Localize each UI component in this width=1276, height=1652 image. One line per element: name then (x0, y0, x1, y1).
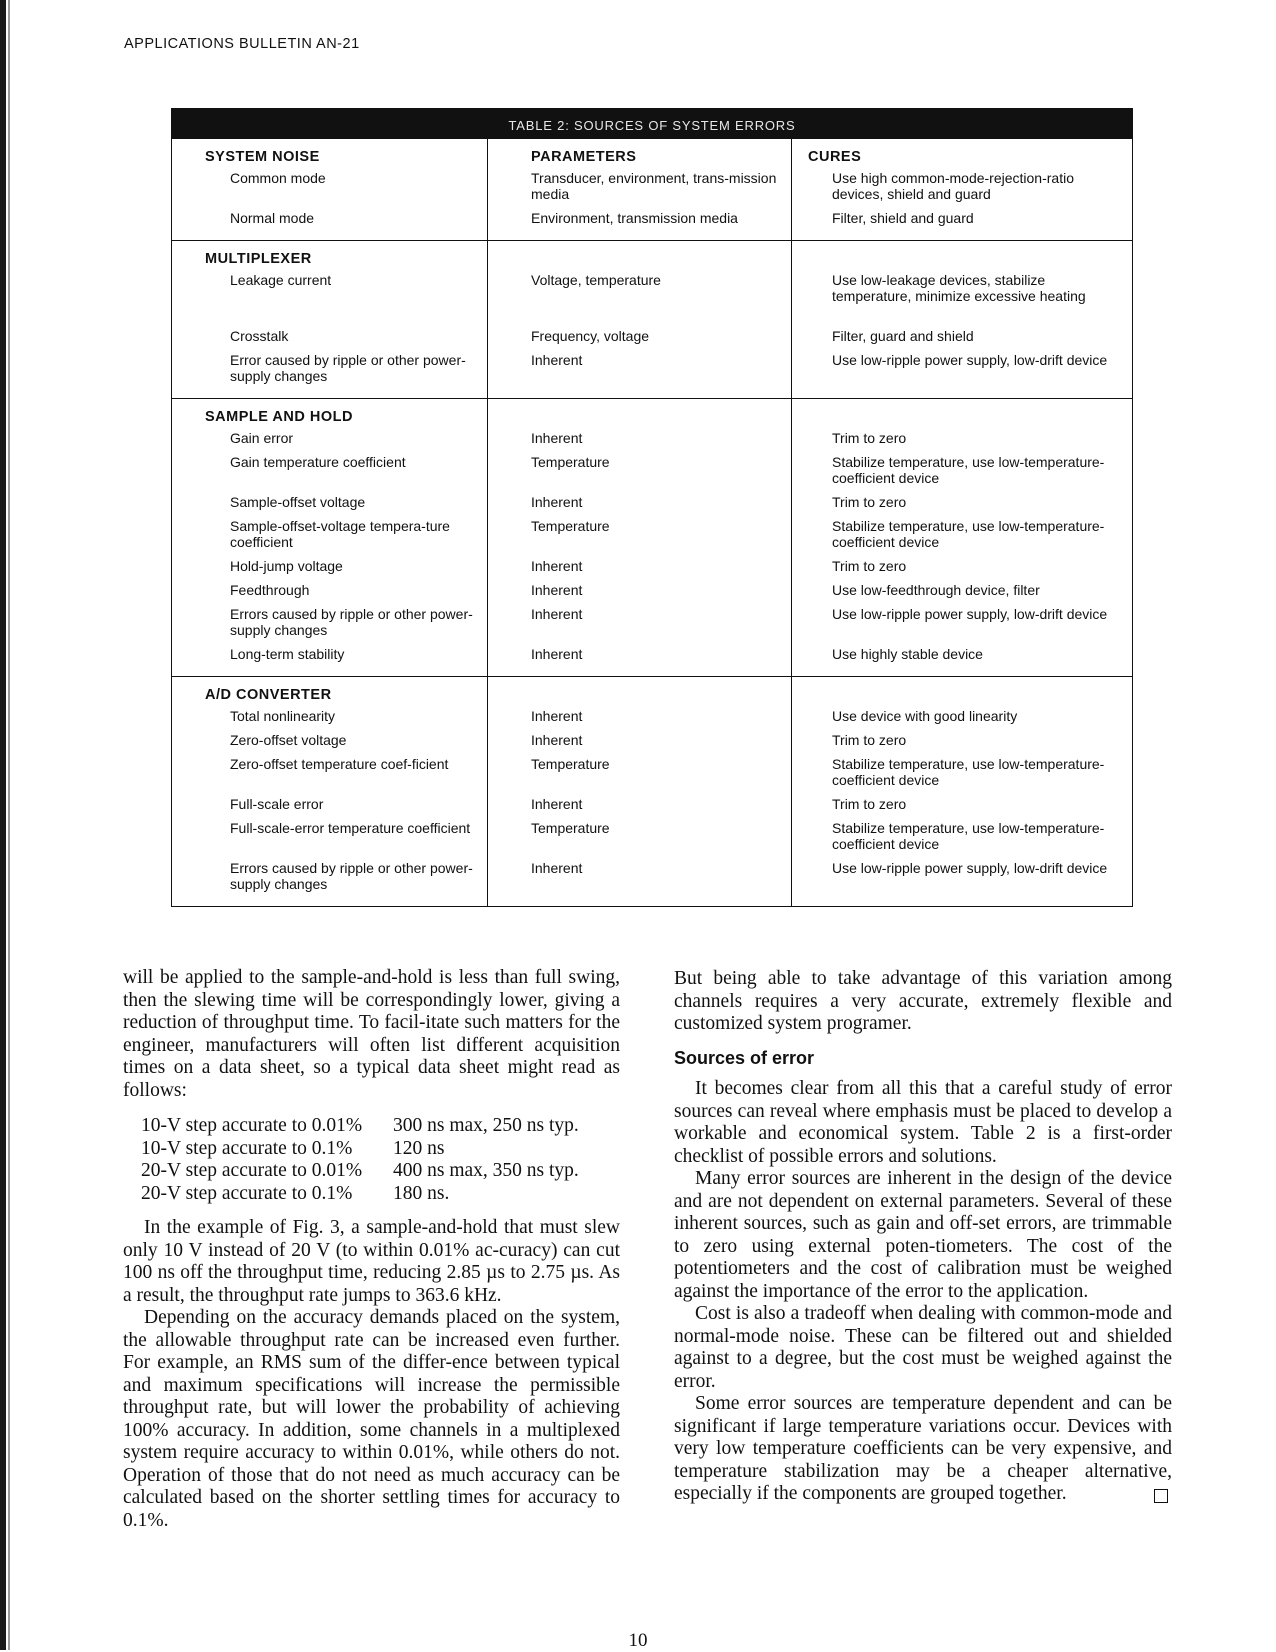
running-head: APPLICATIONS BULLETIN AN-21 (124, 36, 360, 52)
parameters-cell: Frequency, voltage (531, 328, 650, 344)
error-source-cell: Zero-offset voltage (230, 732, 347, 748)
cure-cell: Trim to zero (832, 558, 907, 574)
cure-cell: Stabilize temperature, use low-temperature-coefficient device (832, 820, 1105, 852)
cure-cell: Use high common-mode-rejection-ratio devices, shield and guard (832, 170, 1074, 202)
section-heading-spacer (792, 683, 1132, 708)
parameters-cell: Inherent (531, 352, 583, 368)
cure-cell: Use low-leakage devices, stabilize temperature, minimize excessive heating (832, 272, 1086, 304)
paragraph: Depending on the accuracy demands placed on the system, the allowable throughput rate can be increased even further. For example, an RMS sum of the differ-ence between typical and maximum specifications will increase the permissible throughput rate, but will lower the probability of achieving 100% accuracy. In addition, some channels in a multiplexed system require accuracy to within 0.01%, while others do not. Operation of those that do not need as much accuracy can be calculated based on the shorter settling times for accuracy to 0.1%. (123, 1307, 620, 1531)
spec-step: 20-V step accurate to 0.1% (141, 1182, 353, 1204)
error-source-cell: Leakage current (230, 272, 332, 288)
table-column-source (172, 399, 487, 676)
section-heading-spacer (488, 247, 791, 272)
cure-cell: Trim to zero (832, 494, 907, 510)
parameters-cell: Environment, transmission media (531, 210, 738, 226)
error-source-cell: Normal mode (230, 210, 315, 226)
column-header-parameters: PARAMETERS (531, 149, 637, 165)
cure-cell: Trim to zero (832, 430, 907, 446)
paragraph: Cost is also a tradeoff when dealing with common-mode and normal-mode noise. These can be filtered out and shielded against to a degree, but the cost must be weighed against the error. (674, 1303, 1172, 1392)
error-source-cell: Gain temperature coefficient (230, 454, 406, 470)
paragraph-text: Some error sources are temperature dependent and can be significant if large temperature variations occur. Devices with very low temperature coefficients can be very expensive, and temperature stabilization may be a cheaper alternative, especially if the components are grouped together. (674, 1393, 1172, 1504)
parameters-cell: Temperature (531, 756, 610, 772)
section-heading: Sources of error (674, 1047, 815, 1068)
error-source-cell: Hold-jump voltage (230, 558, 343, 574)
parameters-cell: Temperature (531, 518, 610, 534)
table-title: TABLE 2: SOURCES OF SYSTEM ERRORS (172, 108, 1132, 139)
section-heading-spacer (488, 405, 791, 430)
section-heading-spacer (488, 683, 791, 708)
table-column-source (172, 139, 487, 240)
cure-cell: Stabilize temperature, use low-temperature-coefficient device (832, 454, 1105, 486)
parameters-cell: Transducer, environment, trans-mission media (531, 170, 777, 202)
section-heading-spacer (792, 247, 1132, 272)
cure-cell: Use device with good linearity (832, 708, 1018, 724)
section-heading-spacer (792, 405, 1132, 430)
column-header-cure: CURES (808, 149, 862, 165)
table-column-cure (791, 241, 1132, 398)
table-column-cure (791, 139, 1132, 240)
page-number: 10 (628, 1630, 648, 1651)
parameters-cell: Temperature (531, 820, 610, 836)
spec-time: 400 ns max, 350 ns typ. (393, 1160, 579, 1181)
spec-step: 10-V step accurate to 0.1% (141, 1137, 353, 1159)
parameters-cell: Inherent (531, 860, 583, 876)
table-column-cure (791, 677, 1132, 906)
parameters-cell: Inherent (531, 646, 583, 662)
table-column-cure (791, 399, 1132, 676)
section-heading: SAMPLE AND HOLD (205, 409, 353, 425)
end-of-article-mark-icon (1154, 1489, 1168, 1503)
cure-cell: Trim to zero (832, 732, 907, 748)
table-section (172, 139, 1132, 240)
parameters-cell: Inherent (531, 708, 583, 724)
table-column-parameters (487, 399, 791, 676)
error-source-cell: Gain error (230, 430, 294, 446)
cure-cell: Use low-ripple power supply, low-drift device (832, 860, 1108, 876)
spec-list (141, 1115, 620, 1205)
error-source-cell: Common mode (230, 170, 326, 186)
error-source-cell: Error caused by ripple or other power-supply changes (230, 352, 466, 384)
scan-binding-edge (0, 0, 6, 1650)
error-source-cell: Crosstalk (230, 328, 289, 344)
table-column-parameters (487, 241, 791, 398)
error-source-cell: Full-scale error (230, 796, 324, 812)
error-source-cell: Feedthrough (230, 582, 310, 598)
error-source-cell: Errors caused by ripple or other power-supply changes (230, 860, 473, 892)
paragraph: It becomes clear from all this that a careful study of error sources can reveal where emphasis must be placed to develop a workable and economical system. Table 2 is a first-order checklist of possible errors and solutions. (674, 1078, 1172, 1167)
parameters-cell: Inherent (531, 430, 583, 446)
parameters-cell: Inherent (531, 606, 583, 622)
error-source-cell: Errors caused by ripple or other power-supply changes (230, 606, 473, 638)
parameters-cell: Inherent (531, 558, 583, 574)
left-text-column (123, 967, 620, 1532)
sources-of-error-table (171, 108, 1133, 907)
parameters-cell: Inherent (531, 494, 583, 510)
error-source-cell: Full-scale-error temperature coefficient (230, 820, 471, 836)
spec-step: 10-V step accurate to 0.01% (141, 1115, 363, 1136)
paragraph: will be applied to the sample-and-hold is less than full swing, then the slewing time will be correspondingly lower, giving a reduction of throughput time. To facil-itate such matters for the engineer, manufacturers will often list different acquisition times on a data sheet, so a typical data sheet might read as follows: (123, 967, 620, 1101)
table-section (172, 676, 1132, 906)
cure-cell: Use highly stable device (832, 646, 983, 662)
section-heading: MULTIPLEXER (205, 251, 312, 267)
cure-cell: Use low-feedthrough device, filter (832, 582, 1040, 598)
table-column-parameters (487, 677, 791, 906)
spec-row (141, 1115, 620, 1138)
table-column-parameters (487, 139, 791, 240)
paragraph: In the example of Fig. 3, a sample-and-hold that must slew only 10 V instead of 20 V (to within 0.01% ac-curacy) can cut 100 ns off the throughput time, reducing 2.85 µs to 2.75 µs. As a result, the throughput rate jumps to 363.6 kHz. (123, 1217, 620, 1306)
cure-cell: Stabilize temperature, use low-temperature-coefficient device (832, 756, 1105, 788)
table-column-source (172, 241, 487, 398)
spec-row (141, 1160, 620, 1183)
spec-time: 180 ns. (393, 1182, 450, 1204)
error-source-cell: Sample-offset-voltage tempera-ture coefficient (230, 518, 450, 550)
cure-cell: Trim to zero (832, 796, 907, 812)
parameters-cell: Voltage, temperature (531, 272, 661, 288)
spec-time: 300 ns max, 250 ns typ. (393, 1115, 579, 1136)
cure-cell: Use low-ripple power supply, low-drift device (832, 606, 1108, 622)
paragraph: Many error sources are inherent in the design of the device and are not dependent on external parameters. Several of these inherent sources, such as gain and off-set errors, are trimmable to zero using external poten-tiometers. The cost of the potentiometers and the cost of calibration must be weighed against the importance of the error to the application. (674, 1168, 1172, 1302)
cure-cell: Filter, guard and shield (832, 328, 974, 344)
spec-step: 20-V step accurate to 0.01% (141, 1160, 363, 1181)
table-section (172, 398, 1132, 676)
parameters-cell: Inherent (531, 732, 583, 748)
error-source-cell: Total nonlinearity (230, 708, 336, 724)
paragraph: But being able to take advantage of this variation among channels requires a very accurate, extremely flexible and customized system programer. (674, 968, 1172, 1034)
right-text-column (674, 968, 1172, 1506)
cure-cell: Stabilize temperature, use low-temperature-coefficient device (832, 518, 1105, 550)
spec-row (141, 1183, 620, 1206)
table-column-source (172, 677, 487, 906)
table-body (172, 139, 1132, 906)
error-source-cell: Zero-offset temperature coef-ficient (230, 756, 449, 772)
parameters-cell: Inherent (531, 796, 583, 812)
cure-cell: Use low-ripple power supply, low-drift device (832, 352, 1108, 368)
error-source-cell: Sample-offset voltage (230, 494, 366, 510)
section-heading: A/D CONVERTER (205, 687, 332, 703)
scan-binding-shadow (8, 0, 10, 1650)
error-source-cell: Long-term stability (230, 646, 345, 662)
cure-cell: Filter, shield and guard (832, 210, 974, 226)
spec-row (141, 1138, 620, 1161)
section-heading: SYSTEM NOISE (205, 149, 320, 165)
spec-time: 120 ns (393, 1137, 445, 1159)
parameters-cell: Temperature (531, 454, 610, 470)
table-section (172, 240, 1132, 398)
parameters-cell: Inherent (531, 582, 583, 598)
paragraph (674, 1393, 1172, 1506)
